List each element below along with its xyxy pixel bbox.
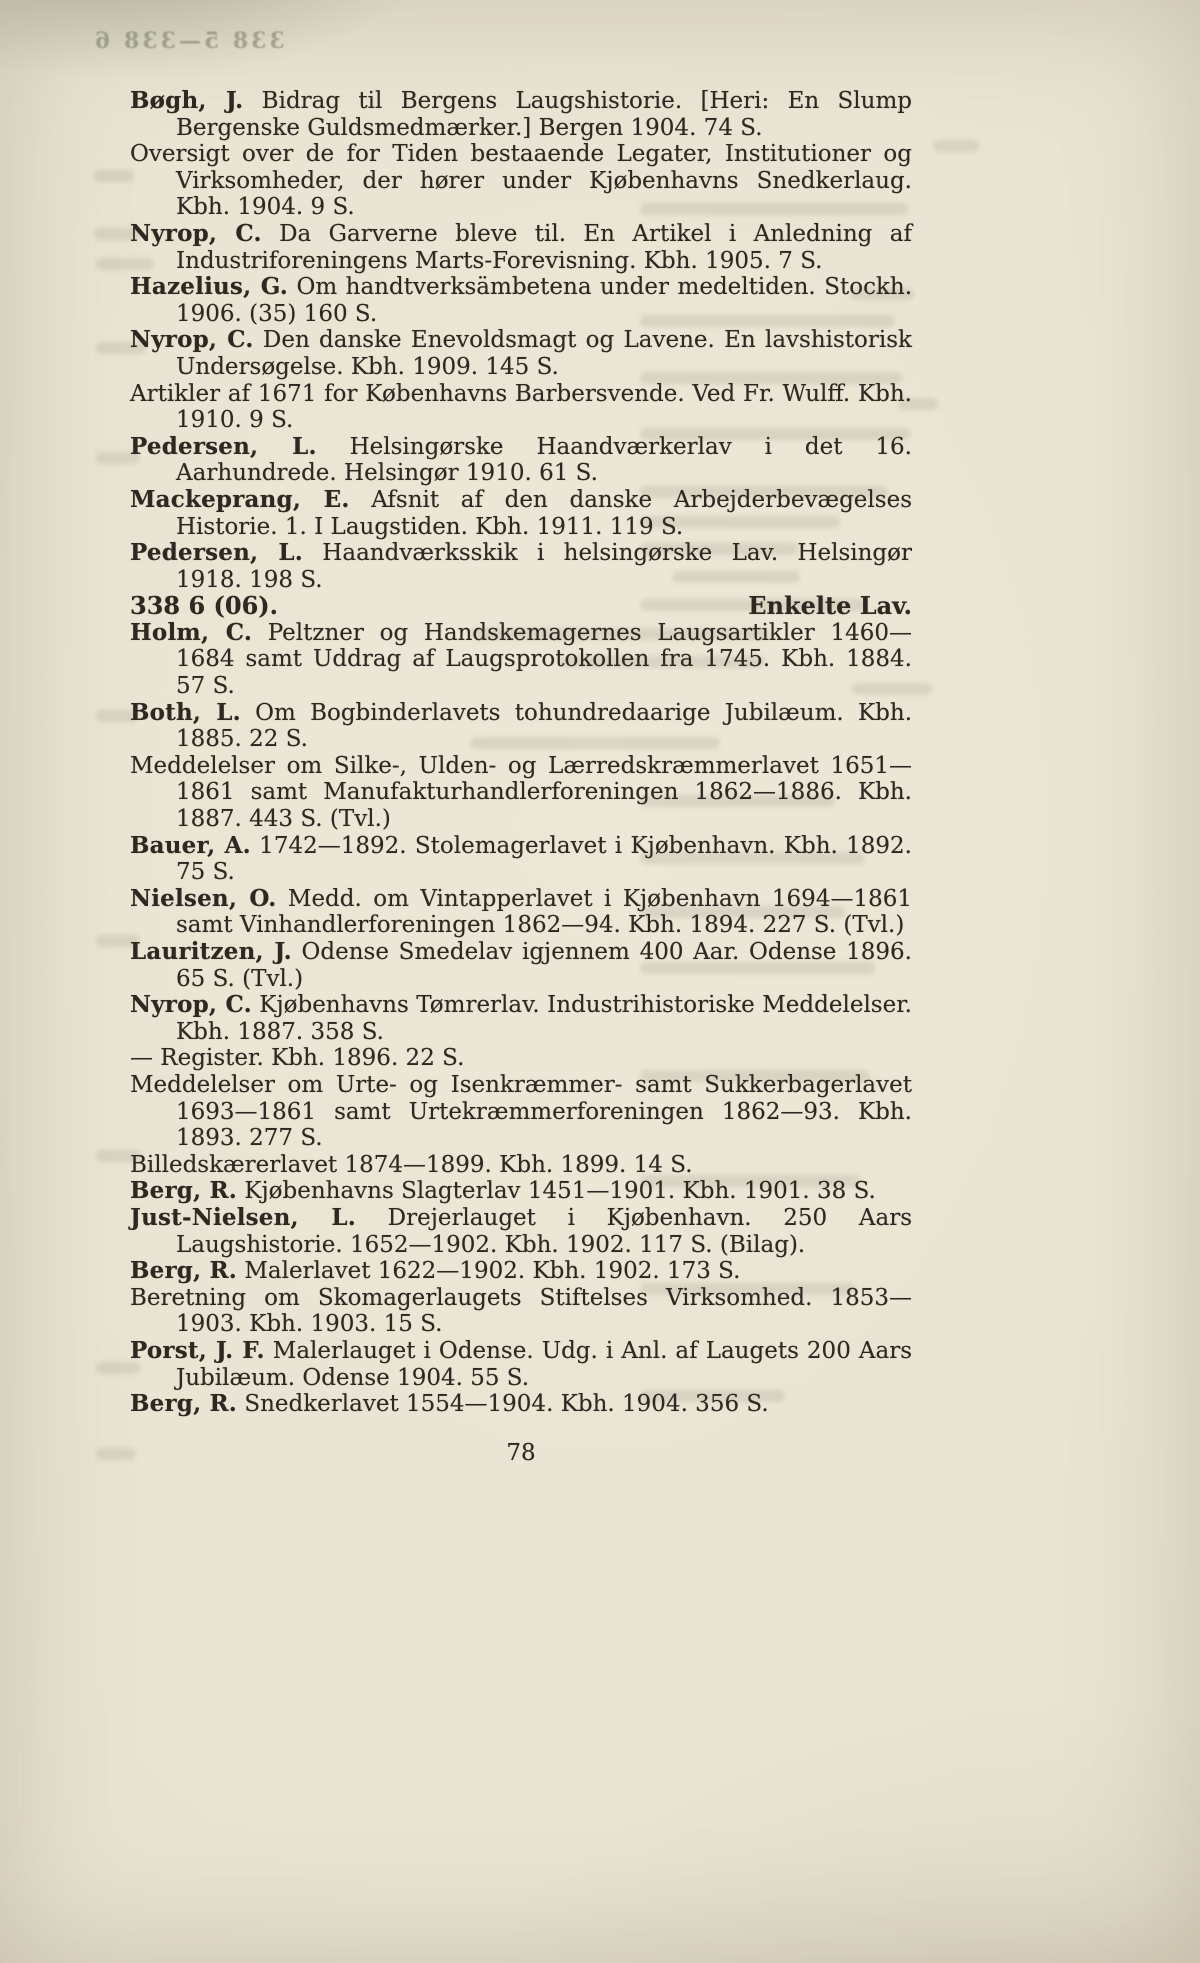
entry-author: Nyrop, C. xyxy=(130,991,252,1019)
bleedthrough-artifact xyxy=(94,170,134,182)
entry-author: Just-Nielsen, L. xyxy=(130,1203,356,1231)
entry-author: Bauer, A. xyxy=(130,831,251,859)
entry-author: Nyrop, C. xyxy=(130,326,254,354)
entry-author: Holm, C. xyxy=(130,618,253,646)
bibliography-entry: Bauer, A. 1742—1892. Stolemagerlavet i Kjøbenhavn. Kbh. 1892. 75 S. xyxy=(130,831,912,886)
entry-author: Mackeprang, E. xyxy=(130,485,350,513)
bibliography-entry: Mackeprang, E. Afsnit af den danske Arbejderbevægelses Historie. 1. I Laugstiden. Kbh. 1911. 119 S. xyxy=(130,485,912,540)
bibliography-entry: Berg, R. Malerlavet 1622—1902. Kbh. 1902. 173 S. xyxy=(130,1257,741,1285)
section-heading xyxy=(130,593,912,620)
bibliography-entry: Meddelelser om Silke-, Ulden- og Lærredskræmmerlavet 1651—1861 samt Manufakturhandlerforeningen 1862—1886. Kbh. 1887. 443 S. (Tvl.) xyxy=(130,752,912,833)
bibliography-entry: Berg, R. Snedkerlavet 1554—1904. Kbh. 1904. 356 S. xyxy=(130,1390,769,1418)
bibliography-entry: — Register. Kbh. 1896. 22 S. xyxy=(130,1045,465,1072)
bibliography-list xyxy=(130,88,912,1418)
bibliography-entry: Nyrop, C. Da Garverne bleve til. En Artikel i Anledning af Industriforeningens Marts-Forevisning. Kbh. 1905. 7 S. xyxy=(130,219,912,274)
page-number: 78 xyxy=(506,1440,536,1466)
entry-author: Bøgh, J. xyxy=(130,87,244,114)
entry-author: Pedersen, L. xyxy=(130,432,317,460)
bibliography-entry: Nielsen, O. Medd. om Vintapperlavet i Kjøbenhavn 1694—1861 samt Vinhandlerforeningen 1862—94. Kbh. 1894. 227 S. (Tvl.) xyxy=(130,884,912,939)
entry-author: Lauritzen, J. xyxy=(130,938,292,965)
bibliography-entry: Hazelius, G. Om handtverksämbetena under medeltiden. Stockh. 1906. (35) 160 S. xyxy=(130,273,913,327)
entry-author: Porst, J. F. xyxy=(130,1336,265,1364)
bibliography-entry: Beretning om Skomagerlaugets Stiftelses Virksomhed. 1853—1903. Kbh. 1903. 15 S. xyxy=(130,1284,912,1338)
entry-author: Berg, R. xyxy=(130,1177,238,1205)
bibliography-entry: Pedersen, L. Helsingørske Haandværkerlav i det 16. Aarhundrede. Helsingør 1910. 61 S. xyxy=(130,432,912,487)
bibliography-entry: Artikler af 1671 for Københavns Barbersvende. Ved Fr. Wulff. Kbh. 1910. 9 S. xyxy=(130,380,912,434)
bibliography-entry: Nyrop, C. Kjøbenhavns Tømrerlav. Industrihistoriske Meddelelser. Kbh. 1887. 358 S. xyxy=(130,991,912,1045)
bleedthrough-artifact xyxy=(933,140,979,152)
bibliography-entry: Bøgh, J. Bidrag til Bergens Laugshistorie. [Heri: En Slump Bergenske Guldsmedmærker.] Bergen 1904. 74 S. xyxy=(130,87,912,141)
bibliography-entry: Just-Nielsen, L. Drejerlauget i Kjøbenhavn. 250 Aars Laugshistorie. 1652—1902. Kbh. 1902. 117 S. (Bilag). xyxy=(130,1203,913,1258)
entry-author: Nyrop, C. xyxy=(130,219,262,247)
bibliography-entry: Berg, R. Kjøbenhavns Slagterlav 1451—1901. Kbh. 1901. 38 S. xyxy=(130,1177,876,1205)
entry-author: Nielsen, O. xyxy=(130,884,277,912)
entry-author: Both, L. xyxy=(130,698,241,726)
bibliography-entry: Both, L. Om Bogbinderlavets tohundredaarige Jubilæum. Kbh. 1885. 22 S. xyxy=(130,698,913,753)
bibliography-entry: Billedskærerlavet 1874—1899. Kbh. 1899. 14 S. xyxy=(130,1151,693,1178)
section-classmark: 338 6 (06). xyxy=(130,591,278,621)
bibliography-entry: Holm, C. Peltzner og Handskemagernes Laugsartikler 1460—1684 samt Uddrag af Laugsprotokollen fra 1745. Kbh. 1884. 57 S. xyxy=(130,618,912,700)
bibliography-entry: Pedersen, L. Haandværksskik i helsingørske Lav. Helsingør 1918. 198 S. xyxy=(130,539,912,593)
entry-author: Hazelius, G. xyxy=(130,273,288,301)
bibliography-entry: Lauritzen, J. Odense Smedelav igjennem 400 Aar. Odense 1896. 65 S. (Tvl.) xyxy=(130,938,912,992)
bibliography-entry: Meddelelser om Urte- og Isenkræmmer- samt Sukkerbagerlavet 1693—1861 samt Urtekræmmerforeningen 1862—93. Kbh. 1893. 277 S. xyxy=(130,1071,912,1152)
bibliography-entry: Oversigt over de for Tiden bestaaende Legater, Institutioner og Virksomheder, der hører under Kjøbenhavns Snedkerlaug. Kbh. 1904. 9 S. xyxy=(130,141,912,221)
section-label: Enkelte Lav. xyxy=(748,591,912,621)
entry-author: Berg, R. xyxy=(130,1257,238,1285)
entry-author: Berg, R. xyxy=(130,1390,238,1418)
bibliography-entry: Nyrop, C. Den danske Enevoldsmagt og Lavene. En lavshistorisk Undersøgelse. Kbh. 1909. 145 S. xyxy=(130,326,912,380)
bleedthrough-header-text: 338 5—338 6 xyxy=(92,28,285,54)
entry-author: Pedersen, L. xyxy=(130,539,304,567)
bibliography-entry: Porst, J. F. Malerlauget i Odense. Udg. i Anl. af Laugets 200 Aars Jubilæum. Odense 1904. 55 S. xyxy=(130,1336,912,1391)
